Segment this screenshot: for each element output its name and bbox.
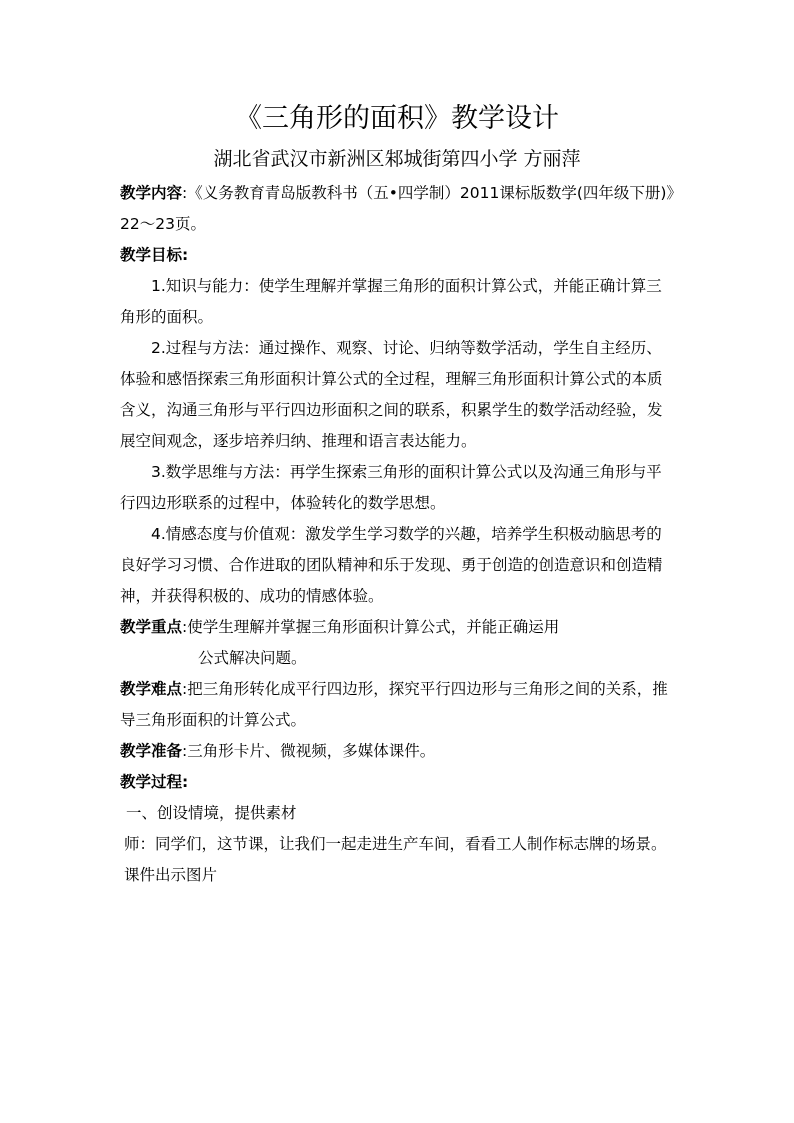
preparation-label: 教学准备 bbox=[120, 742, 183, 760]
goals-heading: 教学目标: bbox=[120, 246, 189, 264]
process-heading: 教学过程: bbox=[120, 773, 189, 791]
preparation-text: :三角形卡片、微视频，多媒体课件。 bbox=[182, 742, 436, 760]
key-points-line2: 公式解决问题。 bbox=[198, 649, 307, 667]
preparation-paragraph bbox=[120, 736, 675, 767]
content-label: 教学内容 bbox=[120, 184, 183, 202]
difficulties-text: :把三角形转化成平行四边形，探究平行四边形与三角形之间的关系，推导三角形面积的计算公式。 bbox=[120, 680, 668, 729]
content-paragraph bbox=[120, 178, 675, 240]
goal-item-4: 4.情感态度与价值观：激发学生学习数学的兴趣，培养学生积极动脑思考的良好学习习惯、合作进取的团队精神和乐于发现、勇于创造的创造意识和创造精神，并获得积极的、成功的情感体验。 bbox=[120, 525, 663, 605]
key-points-paragraph bbox=[120, 612, 675, 643]
process-step-1: 一、创设情境，提供素材 bbox=[126, 804, 297, 822]
document-title: 《三角形的面积》教学设计 bbox=[235, 103, 559, 134]
content-text: :《义务教育青岛版教科书（五•四学制）2011课标版数学(四年级下册)》22～23页。 bbox=[120, 184, 675, 233]
difficulties-label: 教学难点 bbox=[120, 680, 183, 698]
teacher-speech: 师：同学们，这节课，让我们一起走进生产车间，看看工人制作标志牌的场景。课件出示图片 bbox=[124, 835, 667, 884]
key-points-label: 教学重点 bbox=[120, 618, 183, 636]
key-points-line1: :使学生理解并掌握三角形面积计算公式，并能正确运用 bbox=[182, 618, 560, 636]
difficulties-paragraph bbox=[120, 674, 675, 736]
document-body bbox=[120, 178, 675, 891]
author-line: 湖北省武汉市新洲区邾城街第四小学 方丽萍 bbox=[213, 148, 581, 170]
goal-item-2: 2.过程与方法：通过操作、观察、讨论、归纳等数学活动，学生自主经历、体验和感悟探索三角形面积计算公式的全过程，理解三角形面积计算公式的本质含义，沟通三角形与平行四边形面积之间的联系，积累学生的数学活动经验，发展空间观念，逐步培养归纳、推理和语言表达能力。 bbox=[120, 339, 663, 450]
goal-item-3: 3.数学思维与方法：再学生探索三角形的面积计算公式以及沟通三角形与平行四边形联系的过程中，体验转化的数学思想。 bbox=[120, 463, 662, 512]
goal-item-1: 1.知识与能力：使学生理解并掌握三角形的面积计算公式，并能正确计算三角形的面积。 bbox=[120, 277, 662, 326]
